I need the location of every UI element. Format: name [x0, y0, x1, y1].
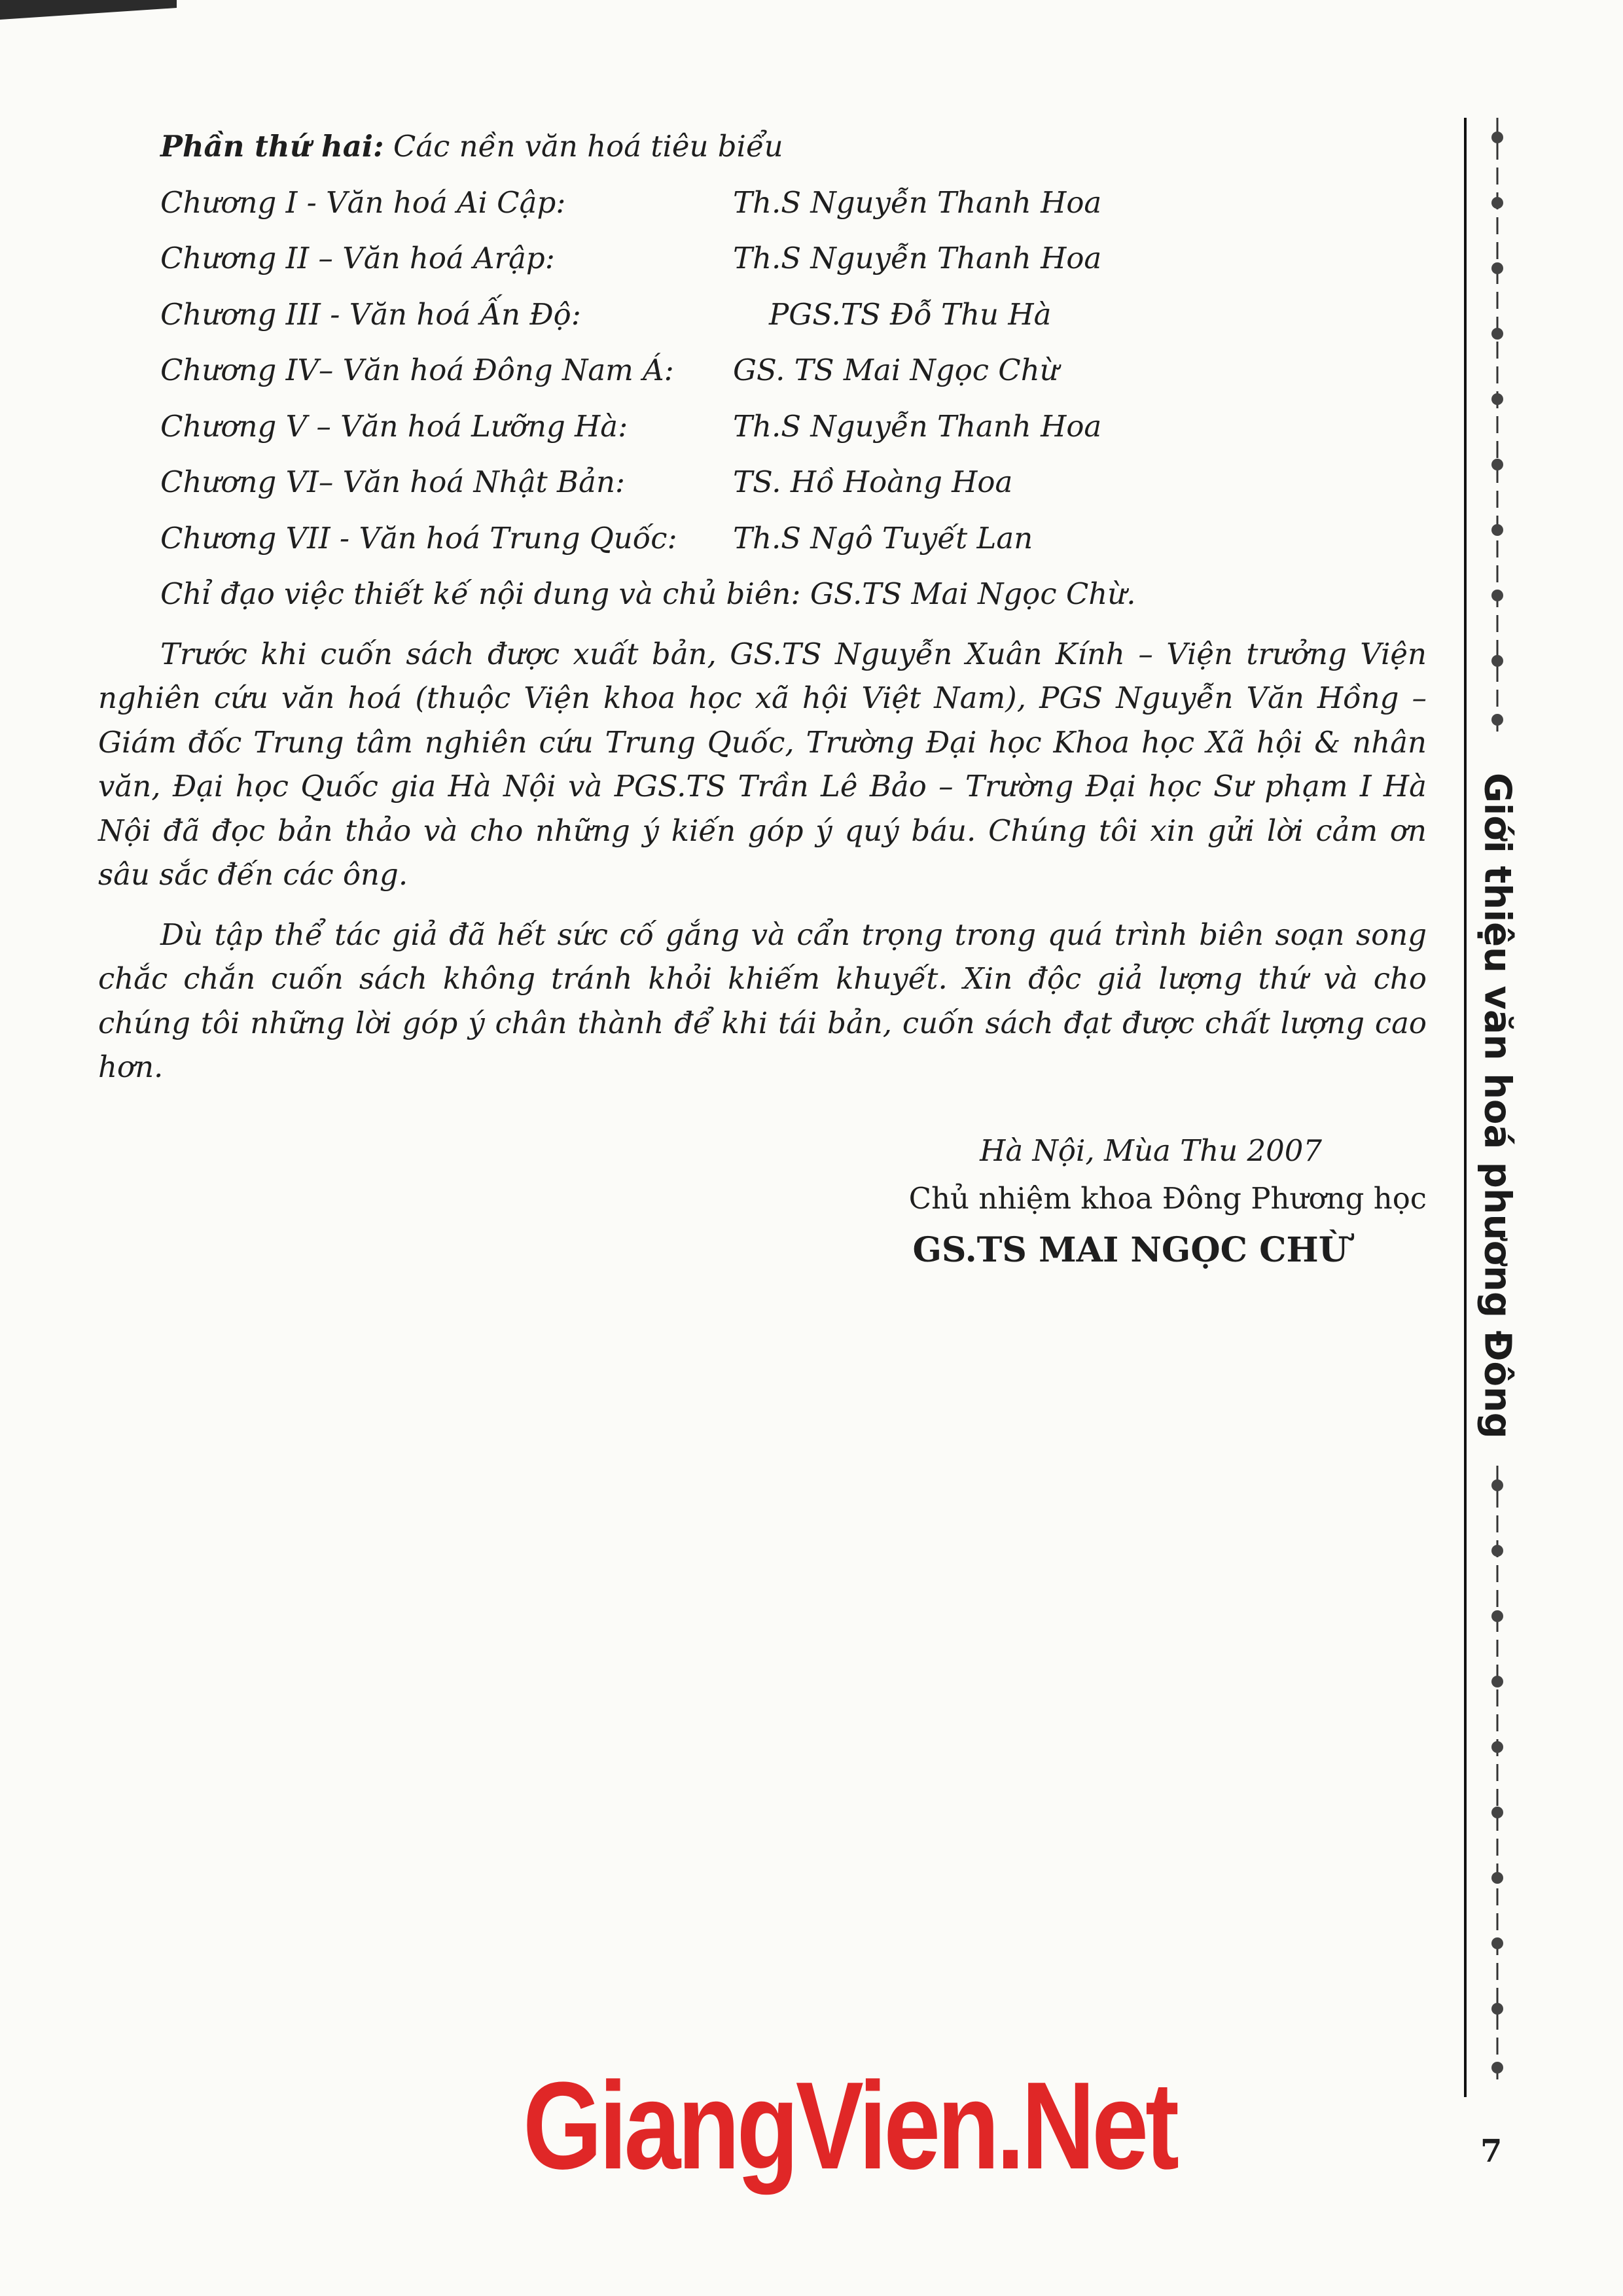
chapter-row [160, 292, 1427, 337]
chapter-row [160, 236, 1427, 281]
chapter-title: Chương VI– Văn hoá Nhật Bản: [160, 465, 626, 499]
watermark: GiangVien.Net [523, 2057, 1177, 2195]
signature-place-date: Hà Nội, Mùa Thu 2007 [980, 1133, 1322, 1168]
chapter-author: Th.S Nguyễn Thanh Hoa [733, 408, 1102, 444]
chapter-title: Chương I - Văn hoá Ai Cập: [160, 185, 566, 220]
chapter-author: Th.S Nguyễn Thanh Hoa [733, 241, 1102, 275]
signature-block [98, 1129, 1427, 1276]
signature-name: GS.TS MAI NGỌC CHỪ [912, 1229, 1348, 1270]
chapter-title: Chương III - Văn hoá Ấn Độ: [160, 296, 581, 332]
part-lead: Phần thứ hai: [160, 129, 384, 164]
part-heading [160, 124, 1427, 169]
chapter-title: Chương IV– Văn hoá Đông Nam Á: [160, 353, 674, 387]
chapter-row [160, 404, 1427, 449]
chapter-author: PGS.TS Đỗ Thu Hà [769, 296, 1052, 332]
acknowledgement-paragraph: Trước khi cuốn sách được xuất bản, GS.TS Nguyễn Xuân Kính – Viện trưởng Viện nghiên cứu văn hoá (thuộc Viện khoa học xã hội Việt Nam), PGS Nguyễn Văn Hồng – Giám đốc Trung tâm nghiên cứu Trung Quốc, Trường Đại học Khoa học Xã hội & nhân văn, Đại học Quốc gia Hà Nội và PGS.TS Trần Lê Bảo – Trường Đại học Sư phạm I Hà Nội đã đọc bản thảo và cho những ý kiến góp ý quý báu. Chúng tôi xin gửi lời cảm ơn sâu sắc đến các ông. [98, 636, 1427, 892]
page-number: 7 [1480, 2133, 1503, 2170]
running-side-title [1471, 772, 1524, 1439]
chapter-row [160, 516, 1427, 561]
chapter-row [160, 181, 1427, 225]
chapter-title: Chương V – Văn hoá Lưỡng Hà: [160, 408, 628, 444]
part-title: Các nền văn hoá tiêu biểu [393, 129, 783, 164]
apology-paragraph: Dù tập thể tác giả đã hết sức cố gắng và cẩn trọng trong quá trình biên soạn song chắc chắn cuốn sách không tránh khỏi khiếm khuyết. Xin độc giả lượng thứ và cho chúng tôi những lời góp ý chân thành để khi tái bản, cuốn sách đạt được chất lượng cao hơn. [98, 917, 1427, 1084]
page-corner-mark [0, 0, 177, 20]
margin-rule [1464, 118, 1467, 2097]
chapter-author: Th.S Ngô Tuyết Lan [733, 520, 1033, 556]
chapter-author: Th.S Nguyễn Thanh Hoa [733, 185, 1102, 220]
page-content [98, 124, 1427, 1276]
chapter-row [160, 460, 1427, 504]
ornament-chain-icon [1478, 118, 1517, 733]
chapter-row [160, 348, 1427, 393]
ornament-chain-icon [1478, 1466, 1517, 2081]
chapter-title: Chương VII - Văn hoá Trung Quốc: [160, 520, 677, 556]
editor-line: Chỉ đạo việc thiết kế nội dung và chủ biên: GS.TS Mai Ngọc Chừ. [160, 576, 1136, 611]
chapter-title: Chương II – Văn hoá Arập: [160, 241, 555, 275]
chapter-author: TS. Hồ Hoàng Hoa [733, 465, 1013, 499]
signature-role: Chủ nhiệm khoa Đông Phương học [908, 1181, 1427, 1216]
side-title-text: Giới thiệu văn hoá phương Đông [1476, 773, 1519, 1439]
chapter-author: GS. TS Mai Ngọc Chừ [733, 353, 1059, 387]
